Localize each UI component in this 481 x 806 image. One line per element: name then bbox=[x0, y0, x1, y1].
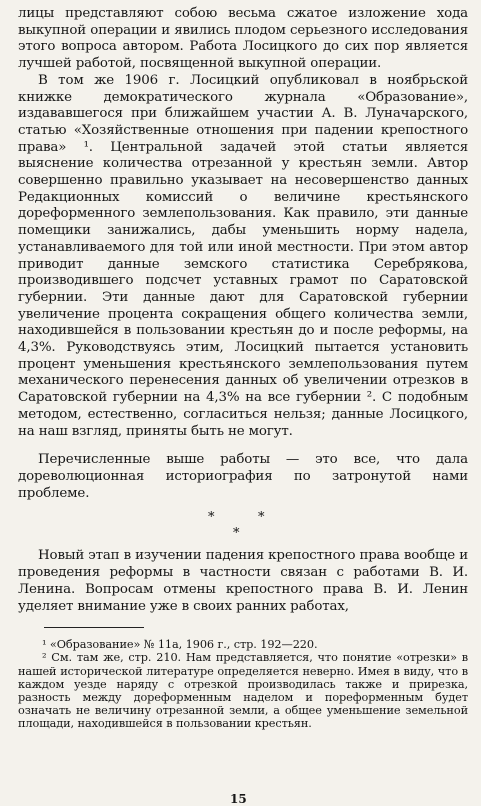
footnote-1: ¹ «Образование» № 11а, 1906 г., стр. 192—220. bbox=[42, 638, 318, 652]
paragraph-4: Новый этап в изучении падения крепостного права вообще и проведения реформы в частности связан с работами В. И. Ленина. Вопросам отмены крепостного права В. И. Ленин уделяет внимание уже в своих ранних работах, bbox=[18, 548, 468, 614]
separator-star: * bbox=[208, 510, 215, 526]
separator-star: * bbox=[258, 510, 265, 526]
footnote-divider bbox=[44, 627, 144, 628]
footnote-2: ² См. там же, стр. 210. Нам представляется, что понятие «отрезки» в нашей исторической литературе определяется неверно. Имея в виду, что в каждом уезде наряду с отрезкой производилась также и прирезка, разность между дореформенным наделом и пореформенным будет означать не величину отрезанной земли, а общее уменьшение земельной площади, находившейся в пользовании крестьян. bbox=[18, 651, 468, 731]
separator-star: * bbox=[233, 526, 240, 542]
paragraph-1: лицы представляют собою весьма сжатое изложение хода выкупной операции и явились плодом серьезного исследования этого вопроса автором. Работа Лосицкого до сих пор является лучшей работой, посвященной выкупной операции. bbox=[18, 6, 468, 72]
paragraph-2: В том же 1906 г. Лосицкий опубликовал в ноябрьской книжке демократического журнала «Образование», издававшегося при ближайшем участии А. В. Луначарского, статью «Хозяйственные отношения при падении крепостного права» ¹. Центральной задачей этой статьи является выяснение количества отрезанной у крестьян земли. Автор совершенно правильно указывает на несовершенство данных Редакционных комиссий о величине крестьянского дореформенного землепользования. Как правило, эти данные помещики занижались, дабы уменьшить норму надела, устанавливаемого для той или иной местности. При этом автор приводит данные земского статистика Серебрякова, производившего подсчет уставных грамот по Саратовской губернии. Эти данные дают для Саратовской губернии увеличение процента сокращения общего количества земли, находившейся в пользовании крестьян до и после реформы, на 4,3%. Руководствуясь этим, Лосицкий пытается установить процент уменьшения крестьянского землепользования путем механического перенесения данных об увеличении отрезков в Саратовской губернии на 4,3% на все губернии ². С подобным методом, естественно, согласиться нельзя; данные Лосицкого, на наш взгляд, приняты быть не могут. bbox=[18, 72, 468, 439]
section-separator bbox=[18, 508, 468, 548]
page-number: 15 bbox=[230, 792, 247, 806]
page-body bbox=[18, 6, 468, 731]
paragraph-3: Перечисленные выше работы — это все, что дала дореволюционная историография по затронутой нами проблеме. bbox=[18, 452, 468, 501]
